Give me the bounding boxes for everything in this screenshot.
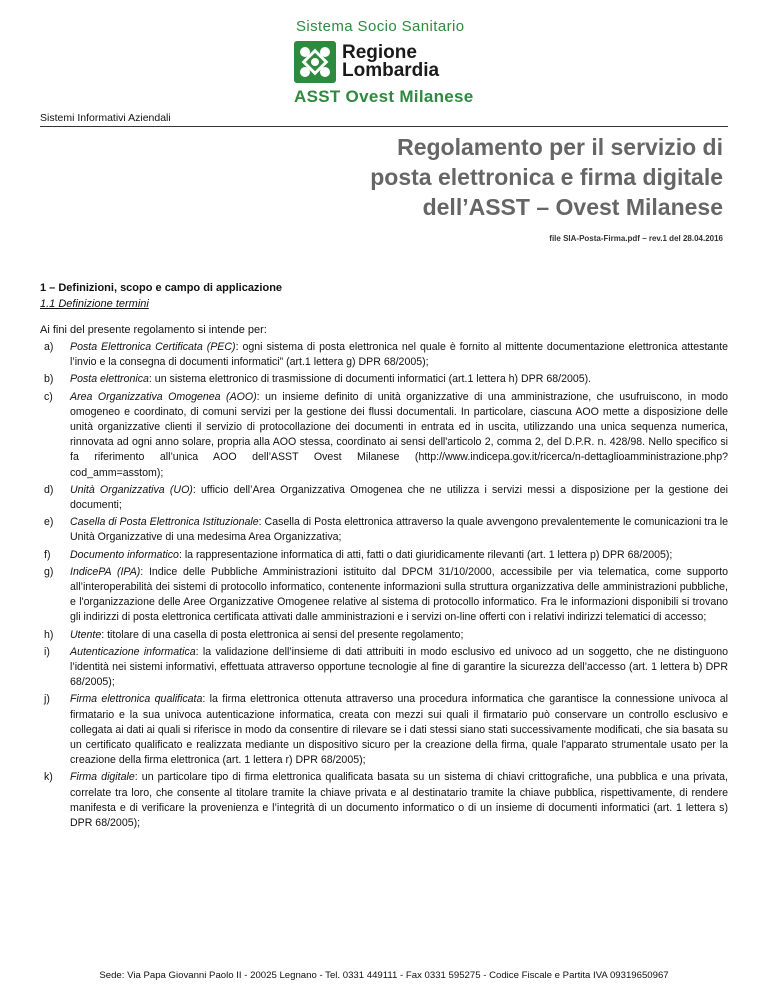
definition-text: : un sistema elettronico di trasmissione di documenti informatici (art.1 lettera h) DPR 68/2005). xyxy=(148,373,592,386)
definition-term: Posta elettronica xyxy=(70,373,149,386)
definition-body xyxy=(70,340,728,370)
header-logo xyxy=(294,18,494,107)
definition-term: Firma digitale xyxy=(70,771,135,784)
definition-body xyxy=(70,565,728,626)
definition-text: : la validazione dell’insieme di dati attribuiti in modo esclusivo ed univoco ad un soggetto, che ne distinguono l’identità nei sistemi informativi, effettuata attraverso opportune tecnologie al fine di garantire la sicurezza dell’accesso (art. 1 lettera b) DPR 68/2005); xyxy=(70,645,728,689)
definition-term: Casella di Posta Elettronica Istituzionale xyxy=(70,516,259,529)
definition-text: : la firma elettronica ottenuta attraverso una procedura informatica che garantisce la connessione univoca al firmatario e la sua univoca autenticazione informatica, creata con mezzi sui quali il firmatario può conservare un controllo esclusivo e collegata ai dati ai quali si riferisce in modo da consentire di rilevare se i dati stessi siano stati successivamente modificati, che sia basata su un certificato qualificato e realizzata mediante un dispositivo sicuro per la creazione della firma, quale l'apparato strumentale usato per la creazione della firma elettronica (art. 1 lettera r) DPR 68/2005); xyxy=(70,693,728,767)
definition-item xyxy=(40,340,728,370)
definition-item xyxy=(40,692,728,768)
definitions-list xyxy=(40,340,728,833)
definition-letter: f) xyxy=(44,548,51,561)
brand-name-line-1: Regione xyxy=(342,42,417,63)
definition-text: : un particolare tipo di firma elettronica qualificata basata su un sistema di chiavi crittografiche, una pubblica e una privata, correlate tra loro, che consente al titolare tramite la chiave privata e al destinatario tramite la chiave pubblica, rispettivamente, di rendere manifesta e di verificare la provenienza e l’integrità di un documento informatico o di un insieme di documenti informatici (art. 1 lettera s) DPR 68/2005); xyxy=(70,771,728,830)
section-intro: Ai fini del presente regolamento si intende per: xyxy=(40,324,267,336)
section-subheading: 1.1 Definizione termini xyxy=(40,298,149,310)
definition-item xyxy=(40,645,728,691)
definition-item xyxy=(40,372,728,387)
definition-body xyxy=(70,372,728,387)
definition-text: : titolare di una casella di posta elettronica ai sensi del presente regolamento; xyxy=(101,628,464,641)
file-note: file SIA-Posta-Firma.pdf – rev.1 del 28.04.2016 xyxy=(549,234,723,243)
definition-item xyxy=(40,628,728,643)
definition-letter: a) xyxy=(44,341,54,353)
definition-text: : Indice delle Pubbliche Amministrazioni istituito dal DPCM 31/10/2000, accessibile per via telematica, come supporto all’interoperabilità dei sistemi di protocollo informatico, contenente informazioni sulla struttura organizzativa delle amministrazioni pubbliche, e l'organizzazione delle Aree Organizzative Omogenee relative al sistema di protocollo informatico. Fra le informazioni disponibili si trovano gli indirizzi di posta elettronica certificata attivati dalle amministrazioni e i servizi on-line offerti con i relativi indirizzi telematici di accesso; xyxy=(70,565,729,624)
definition-item xyxy=(40,483,728,513)
definition-text: : la rappresentazione informatica di atti, fatti o dati giuridicamente rilevanti (art. 1 lettera p) DPR 68/2005); xyxy=(178,548,673,561)
definition-letter: e) xyxy=(44,516,54,529)
title-line-3: dell’ASST – Ovest Milanese xyxy=(422,194,723,220)
definition-body xyxy=(70,645,728,691)
brand-row xyxy=(294,41,494,83)
definition-body xyxy=(70,692,728,768)
definition-letter: c) xyxy=(44,390,53,403)
section-heading: 1 – Definizioni, scopo e campo di applicazione xyxy=(40,282,283,294)
definition-term: Documento informatico xyxy=(70,548,179,561)
definition-letter: i) xyxy=(44,645,50,658)
definition-body xyxy=(70,628,728,643)
department-label: Sistemi Informativi Aziendali xyxy=(40,112,171,124)
brand-sub-label: ASST Ovest Milanese xyxy=(294,87,474,106)
definition-item xyxy=(40,548,728,563)
header-divider xyxy=(40,126,728,127)
definition-letter: g) xyxy=(44,565,54,578)
definition-item xyxy=(40,515,728,545)
brand-top-label: Sistema Socio Sanitario xyxy=(296,18,465,35)
definition-term: Unità Organizzativa (UO) xyxy=(70,483,193,496)
definition-text: : un insieme definito di unità organizzative di una amministrazione, che usufruiscono, in modo omogeneo e coordinato, di comuni servizi per la gestione dei flussi documentali. In particolare, ciascuna AOO mette a disposizione delle unità organizzative clienti il servizio di protocollazione dei documenti in entrata ed in uscita, utilizzando una unica sequenza numerica, rinnovata ad ogni anno solare, propria alla AOO stessa, coordinato ai sensi dell'articolo 2, comma 2, del D.P.R. n. 428/98. Nello specifico si fa riferimento all’unica AOO dell’ASST Ovest Milanese (http://www.indicepa.gov.it/ricerca/n-dettaglioamministrazione.php?cod_amm=asstom); xyxy=(70,390,728,479)
definition-text: : ufficio dell’Area Organizzativa Omogenea che ne utilizza i servizi messi a disposizione per la gestione dei documenti; xyxy=(70,483,728,512)
definition-item xyxy=(40,565,728,626)
definition-body xyxy=(70,483,728,513)
brand-name-line-2: Lombardia xyxy=(342,60,440,81)
definition-text: : Casella di Posta elettronica attraverso la quale avvengono prevalentemente le comunicazioni tra le Unità Organizzative di una medesima Area Organizzativa; xyxy=(70,516,728,544)
definition-body xyxy=(70,390,728,481)
document-title xyxy=(283,132,723,222)
regione-lombardia-rose-icon xyxy=(294,41,336,83)
definition-body xyxy=(70,770,728,831)
definition-item xyxy=(40,770,728,831)
definition-body xyxy=(70,515,728,545)
page-footer: Sede: Via Papa Giovanni Paolo II - 20025 Legnano - Tel. 0331 449111 - Fax 0331 595275 - Codice Fiscale e Partita IVA 09319650967 xyxy=(99,970,669,981)
definition-letter: k) xyxy=(44,771,53,784)
definition-term: Autenticazione informatica xyxy=(70,645,196,658)
definition-body xyxy=(70,548,728,563)
definition-letter: h) xyxy=(44,628,54,641)
definition-letter: d) xyxy=(44,483,54,496)
definition-text: : ogni sistema di posta elettronica nel quale è fornito al mittente documentazione elettronica attestante l’invio e la consegna di documenti informatici” (art.1 lettera g) DPR 68/2005); xyxy=(70,341,729,369)
definition-letter: j) xyxy=(44,693,50,706)
definition-term: Utente xyxy=(70,628,102,641)
definition-letter: b) xyxy=(44,373,54,386)
title-line-1: Regolamento per il servizio di xyxy=(397,134,723,160)
definition-term: Posta Elettronica Certificata (PEC) xyxy=(70,341,236,353)
definition-term: Area Organizzativa Omogenea (AOO) xyxy=(70,390,257,403)
definition-term: Firma elettronica qualificata xyxy=(70,693,203,706)
definition-term: IndicePA (IPA) xyxy=(70,565,141,578)
definition-item xyxy=(40,390,728,481)
title-line-2: posta elettronica e firma digitale xyxy=(370,164,723,190)
